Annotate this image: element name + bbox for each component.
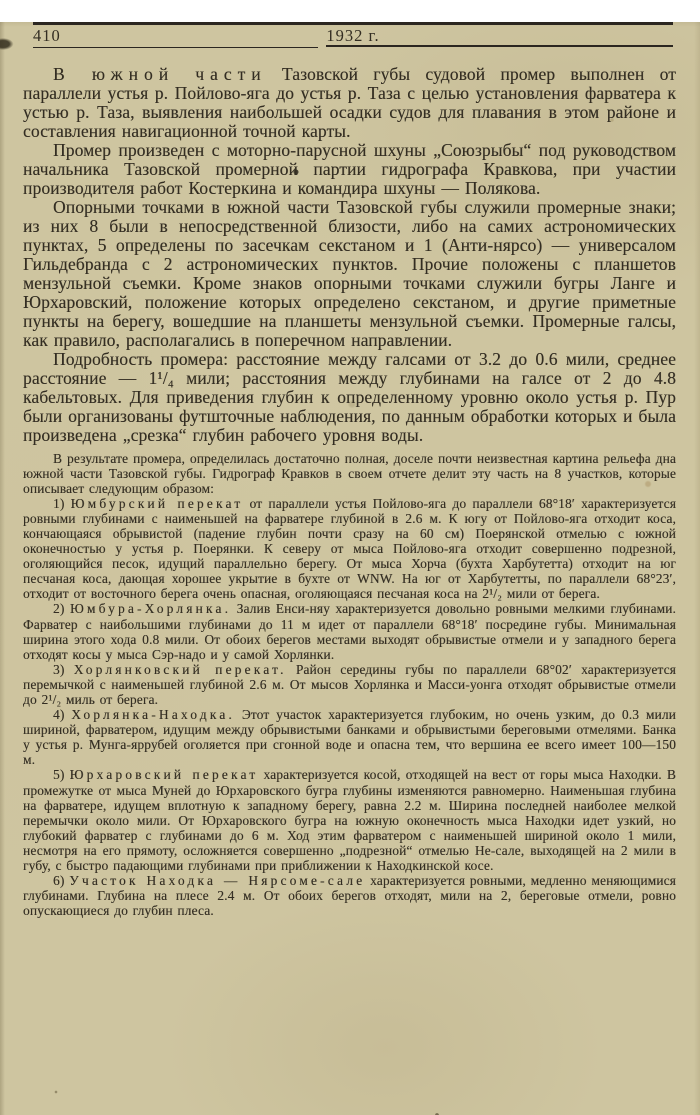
running-head [33, 22, 673, 49]
paragraph: Подробность промера: расстояние между галсами от 3.2 до 0.6 мили, среднее расстояние — 1¹/₄ мили; расстояния между глубинами на галсе от 2 до 4.8 кабельтовых. Для приведения глубин к определенному уровню около устья р. Пур были организованы футшточные наблюдения, по данным обработки которых и была произведена „срезка“ глубин рабочего уровня воды. [23, 348, 676, 445]
spaced-lead: Юрхаровский перекат [69, 767, 259, 783]
spaced-lead: Хорлянка-Находка. [71, 707, 235, 723]
scanned-book-page [0, 22, 700, 1115]
paragraph: 1) Юмбурский перекат от параллели устья Пойлово-яга до параллели 68°18′ характеризуется ровными глубинами с наименьшей на фарватере глубиной в 2.6 м. К югу от Пойлово-яга отходит коса, кончающаяся обрывистой (падение глубин почти сразу на 60 см) Поерянской отмелью с южной оконечностью у устья р. Поерянки. К северу от мыса Пойлово-яга отходит совершенно подрезной, оголяющийся песок, идущий параллельно берегу. От мыса Хорча (бухта Харбутетта) отходит на юг песчаная коса, дающая хорошее укрытие в бухте от WNW. На юг от Харбутетты, по параллели 68°23′, отходит от восточного берега очень опасная, оголяющаяся песчаная коса на 2¹/₂ мили от берега. [23, 495, 677, 602]
header-rule-segment-right [326, 45, 673, 46]
paragraph: 3) Хорлянковский перекат. Район середины губы по параллели 68°02′ характеризуется перемычкой с наименьшей глубиной 2.6 м. От мысов Хорлянка и Масси-уонга отходят обрывистые отмели до 2¹/₂ миль от берега. [23, 661, 676, 707]
spaced-lead: В южной части [53, 63, 267, 84]
spaced-lead: Юмбурский перекат [70, 495, 244, 511]
paragraph: 5) Юрхаровский перекат характеризуется косой, отходящей на вест от горы мыса Находки. В промежутке от мыса Муней до Юрхаровского бугра глубины изменяются равномерно. Наименьшая глубина на фарватере, идущем вплотную к западному берегу, равна 2.2 м. Ширина последней наиболее мелкой перемычки около мили. От Юрхаровского бугра на южную оконечность мыса Находки идет узкий, но глубокий фарватер с глубинами до 6 м. Ход этим фарватером с наименьшей шириной около 1 мили, несмотря на его прямоту, осложняется совершенно „подрезной“ отмелью Не-сале, выходящей на 2 мили в губу, с быстро падающими глубинами при приближении к Находкинской косе. [23, 767, 677, 874]
spaced-lead: Хорлянковский перекат. [73, 661, 287, 677]
paragraph: В результате промера, определилась достаточно полная, доселе почти неизвестная картина рельефа дна южной части Тазовской губы. Гидрограф Кравков в своем отчете делит эту часть на 8 участков, которые описывает следующим образом: [23, 450, 676, 496]
paragraph: 6) Участок Находка — Нярсоме-сале характеризуется ровными, медленно меняющимися глубинами. Глубина на плесе 2.4 м. От обоих берегов отходят, мили на 2, береговые отмели, ровно опускающиеся до глубин плеса. [23, 873, 676, 919]
header-rule-segment-left [33, 47, 318, 48]
year-label: 1932 г. [326, 25, 380, 45]
paragraph: В южной части Тазовской губы судовой промер выполнен от параллели устья р. Пойлово-яга до устья р. Таза с целью установления фарватера к устью р. Таза, выявления наибольшей осадки судов для плавания в этом районе и составления навигационной точной карты. [23, 63, 676, 141]
paragraph: 4) Хорлянка-Находка. Этот участок характеризуется глубоким, но очень узким, до 0.3 мили шириной, фарватером, идущим между обрывистыми банками и обрывистыми береговыми отмелями. Банка у устья р. Мунга-яррубей оголяется при сгонной воде и опасна тем, что вершина ее всего имеет 100—150 м. [23, 707, 676, 768]
paragraph: Промер произведен с моторно-парусной шхуны „Союзрыбы“ под руководством начальника Тазовской промерной партии гидрографа Кравкова, при участии производителя работ Костеркина и командира шхуны — Полякова. [23, 139, 676, 198]
page-number: 410 [33, 25, 61, 45]
paragraph: Опорными точками в южной части Тазовской губы служили промерные знаки; из них 8 были в непосредственной близости, либо на самих астрономических пунктах, 5 определены по засечкам секстаном и 1 (Анти-нярсо) — универсалом Гильдебранда с 2 астрономических пунктов. Прочие положены с планшетов мензульной съемки. Кроме знаков опорными точками служили бугры Ланге и Юрхаровский, положение которых определено секстаном, и другие приметные пункты на берегу, вошедшие на планшеты мензульной съемки. Промерные галсы, как правило, располагались в поперечном направлении. [23, 196, 676, 350]
paragraph: 2) Юмбура-Хорлянка. Залив Енси-няу характеризуется довольно ровными мелкими глубинами. Фарватер с наибольшими глубинами до 11 м идет от параллели 68°18′ посредине губы. Минимальная ширина этого хода 0.8 мили. От обоих берегов местами выходят обрывистые отмели и у западного берега отходят косы у мыса Сэр-надо и у самой Хорлянки. [23, 601, 676, 662]
spaced-lead: Участок Находка — Нярсоме-сале [69, 873, 366, 889]
header-bottom-rule [33, 45, 673, 49]
spaced-lead: Юмбура-Хорлянка. [69, 601, 232, 617]
page-body [0, 49, 700, 919]
